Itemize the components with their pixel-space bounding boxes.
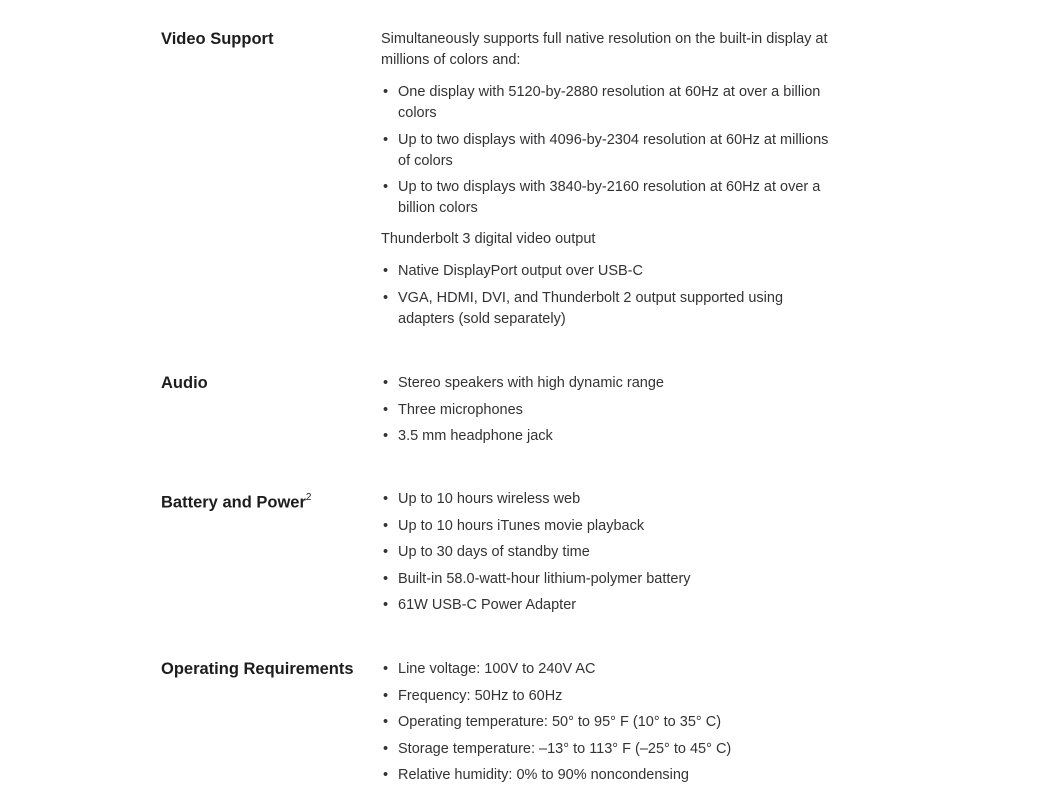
bullet-icon: • [383,289,389,306]
spec-list [381,82,836,219]
spec-list-item [381,542,836,563]
spec-item-text: 3.5 mm headphone jack [398,428,553,444]
section-heading [161,659,354,679]
bullet-icon: • [383,687,389,704]
section-heading-text: Battery and Power [161,493,306,512]
section-body [381,373,836,457]
spec-list-item [381,400,836,421]
spec-list-item [381,569,836,590]
section-heading-text: Video Support [161,30,274,48]
spec-list-item [381,659,836,680]
bullet-icon: • [383,179,389,195]
bullet-icon: • [383,375,389,391]
spec-item-text: VGA, HDMI, DVI, and Thunderbolt 2 output supported using adapters (sold separately) [398,289,784,327]
section-body [381,29,836,340]
bullet-icon: • [383,428,389,444]
bullet-icon: • [383,714,389,730]
spec-item-text: Up to 10 hours iTunes movie playback [398,517,645,534]
spec-list-item [381,489,836,510]
spec-list [381,659,836,786]
spec-list-item [381,712,836,733]
bullet-icon: • [383,740,389,757]
spec-list-item [381,373,836,394]
spec-list-item [381,288,836,330]
spec-list-item [381,686,836,707]
bullet-icon: • [383,570,389,587]
section-heading [161,489,311,513]
spec-item-text: Built-in 58.0-watt-hour lithium-polymer battery [398,570,691,587]
spec-item-text: Frequency: 50Hz to 60Hz [398,687,563,704]
spec-list [381,489,836,616]
spec-item-text: Up to two displays with 3840-by-2160 resolution at 60Hz at over a billion colors [398,179,821,216]
bullet-icon: • [383,661,389,677]
spec-list-item [381,516,836,537]
spec-item-text: Up to two displays with 4096-by-2304 resolution at 60Hz at millions of colors [398,131,829,169]
bullet-icon: • [383,401,389,418]
spec-list [381,261,836,330]
section-heading [161,373,208,393]
bullet-icon: • [383,84,389,100]
spec-list-item [381,177,836,219]
spec-item-text: 61W USB-C Power Adapter [398,597,577,613]
spec-paragraph: Simultaneously supports full native resolution on the built-in display at millions of colors and: [381,31,828,68]
spec-item-text: Line voltage: 100V to 240V AC [398,661,596,677]
section-heading [161,29,273,49]
spec-item-text: Up to 10 hours wireless web [398,491,581,507]
spec-item-text: Native DisplayPort output over USB-C [398,263,643,279]
spec-list [381,373,836,447]
spec-list-item [381,739,836,760]
spec-item-text: One display with 5120-by-2880 resolution at 60Hz at over a billion colors [398,84,821,121]
spec-list-item [381,426,836,447]
section-heading-text: Audio [161,374,208,392]
bullet-icon: • [383,544,389,560]
spec-item-text: Storage temperature: –13° to 113° F (–25° to 45° C) [398,740,732,757]
spec-item-text: Three microphones [398,401,523,418]
bullet-icon: • [383,597,389,613]
spec-list-item [381,261,836,282]
bullet-icon: • [383,263,389,279]
spec-list-item [381,82,836,124]
spec-item-text: Relative humidity: 0% to 90% noncondensing [398,767,689,783]
spec-paragraph: Thunderbolt 3 digital video output [381,231,596,247]
bullet-icon: • [383,517,389,534]
spec-item-text: Up to 30 days of standby time [398,544,590,560]
spec-list-item [381,130,836,172]
spec-item-text: Stereo speakers with high dynamic range [398,375,664,391]
section-body [381,489,836,626]
section-body [381,659,836,796]
footnote-marker[interactable]: 2 [305,492,312,503]
spec-list-item [381,595,836,616]
section-heading-text: Operating Requirements [161,660,354,678]
bullet-icon: • [383,491,389,507]
bullet-icon: • [383,131,389,148]
bullet-icon: • [383,767,389,783]
spec-item-text: Operating temperature: 50° to 95° F (10° to 35° C) [398,714,722,730]
spec-list-item [381,765,836,786]
